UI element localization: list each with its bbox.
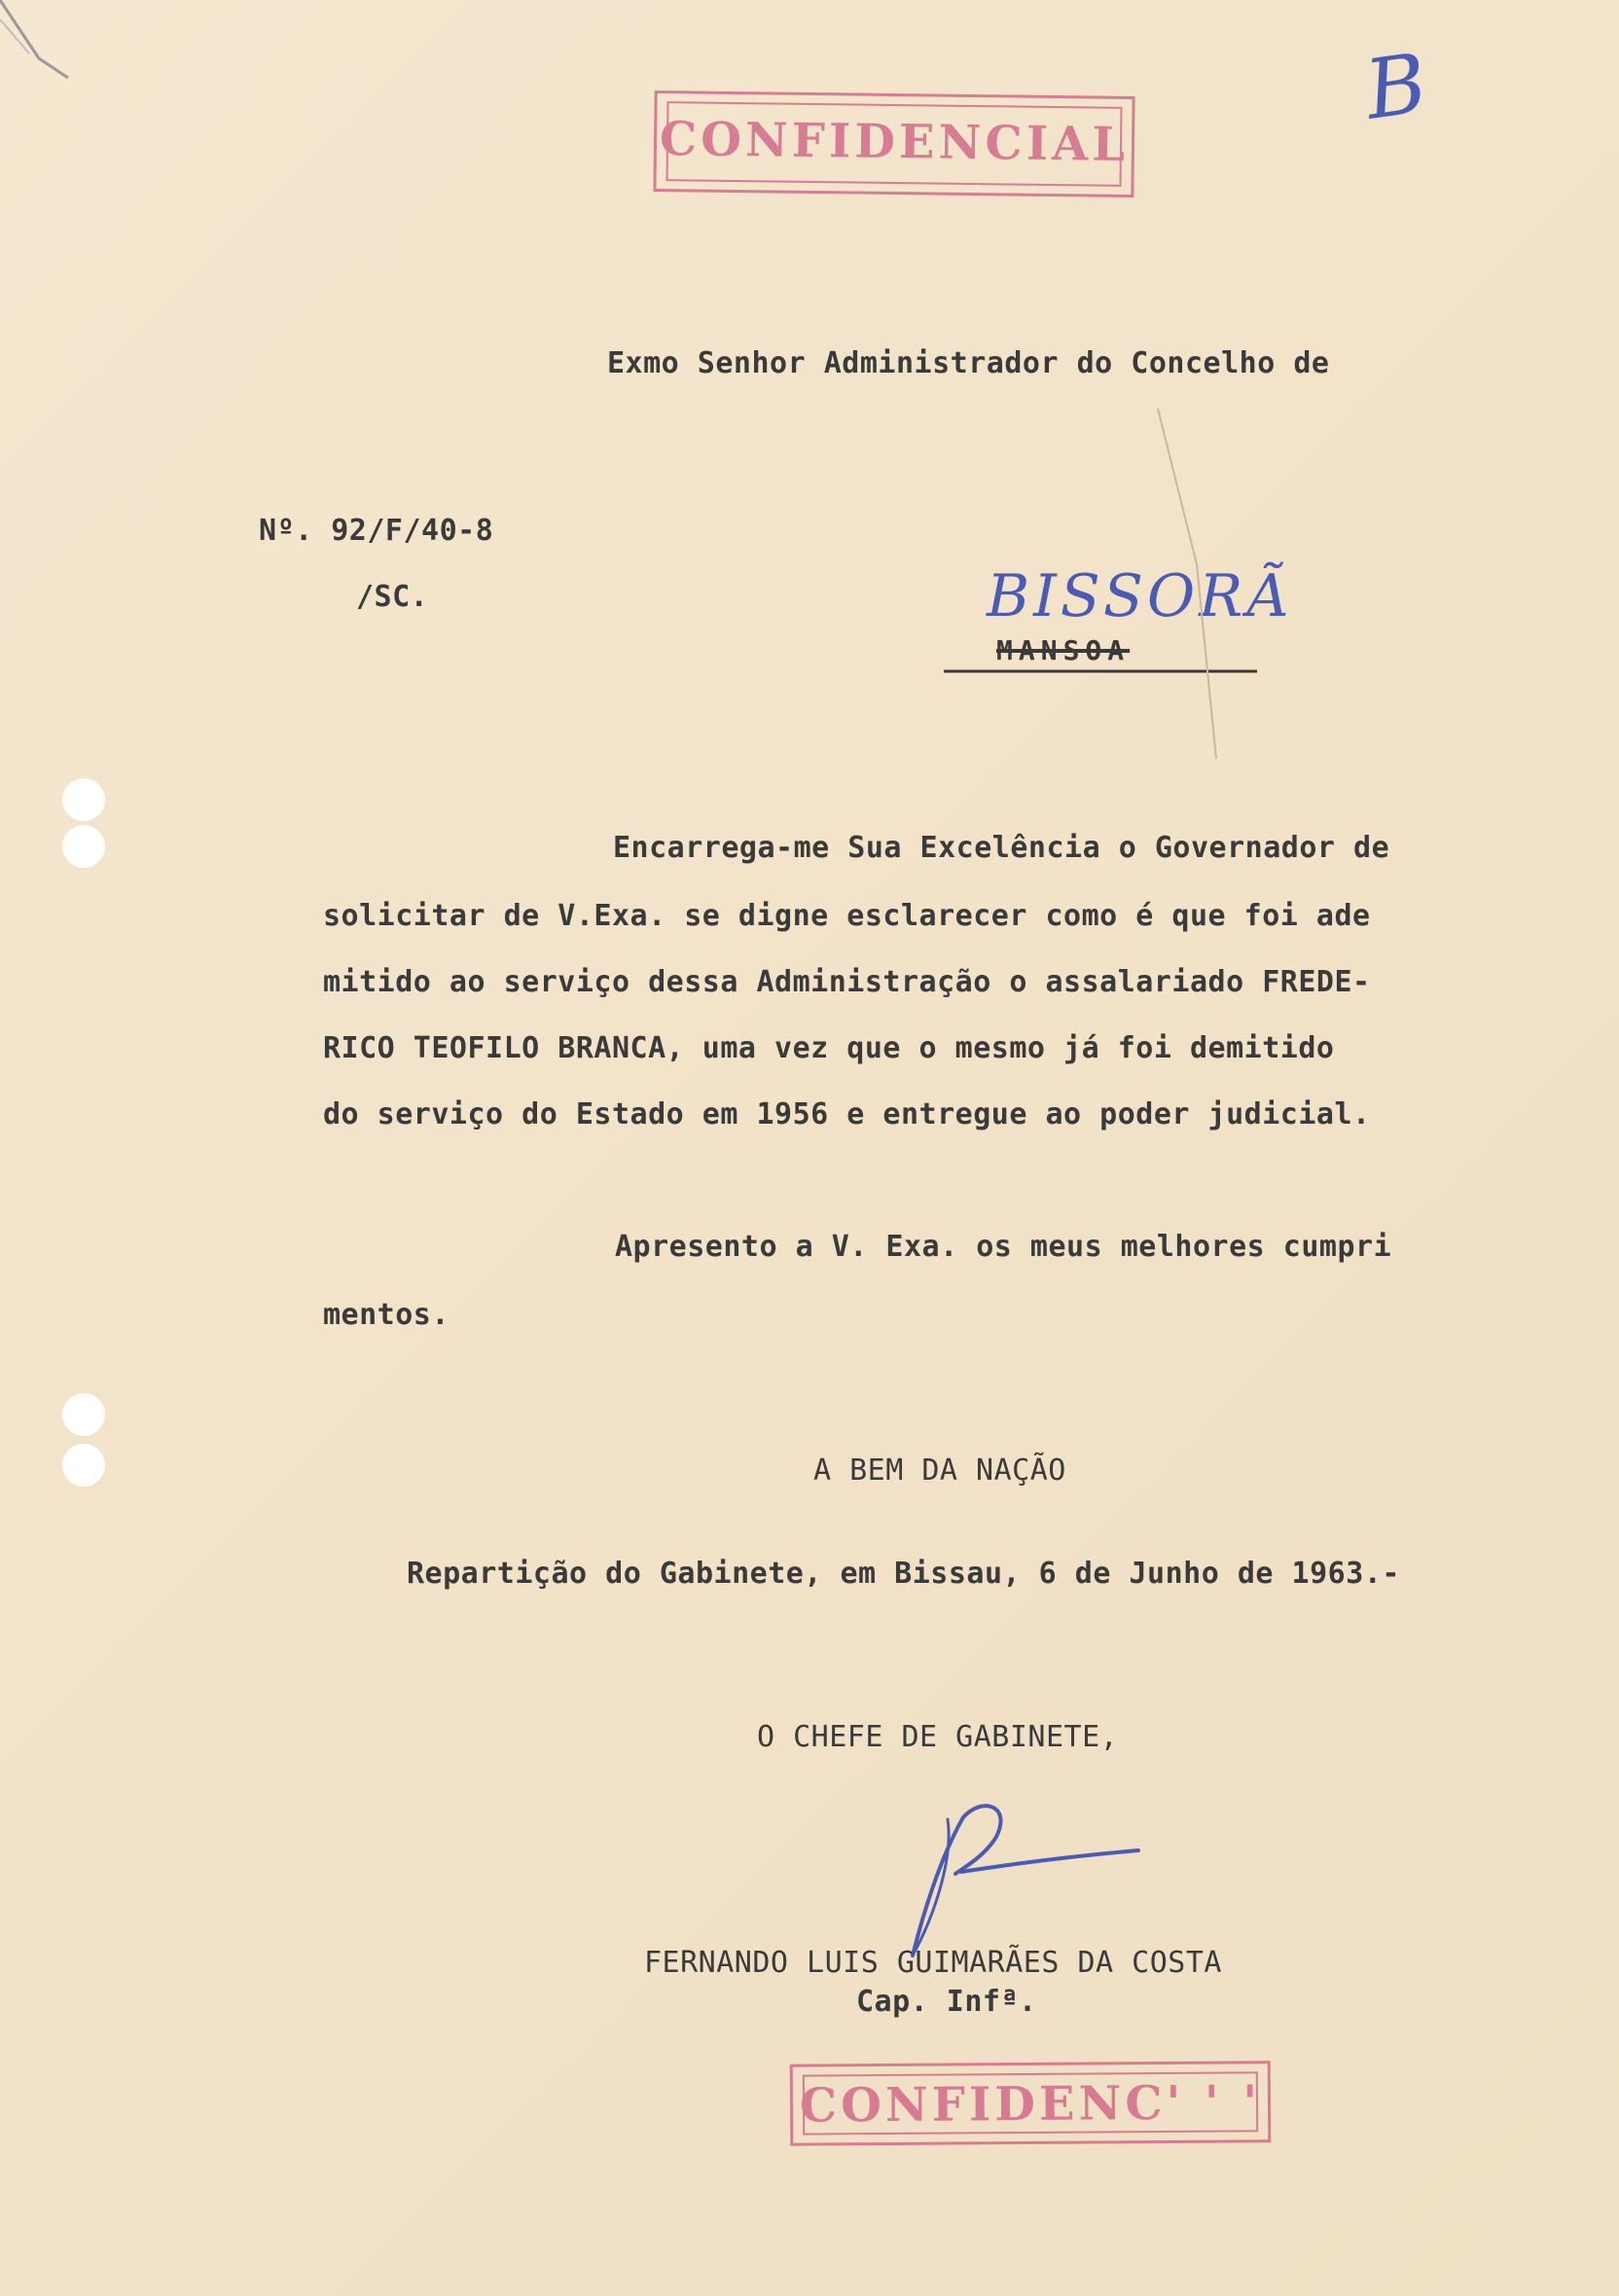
fold-line xyxy=(1158,409,1255,759)
closing-line-2: mentos. xyxy=(323,1298,450,1332)
confidential-stamp-bottom: CONFIDENC' ' ' xyxy=(790,2061,1272,2145)
addressee-line: Exmo Senhor Administrador do Concelho de xyxy=(607,346,1330,380)
motto: A BEM DA NAÇÃO xyxy=(813,1453,1066,1488)
confidential-stamp-top: CONFIDENCIAL xyxy=(653,90,1134,197)
body-line-3: mitido ao serviço dessa Administração o assalariado FREDE- xyxy=(323,965,1371,999)
punch-hole xyxy=(62,1444,105,1487)
punch-hole xyxy=(62,778,105,821)
body-line-2: solicitar de V.Exa. se digne esclarecer como é que foi ade xyxy=(323,899,1371,933)
signatory-name: FERNANDO LUIS GUIMARÃES DA COSTA xyxy=(644,1946,1222,1980)
reference-number: Nº. 92/F/40-8 xyxy=(259,514,494,548)
body-line-4: RICO TEOFILO BRANCA, uma vez que o mesmo já foi demitido xyxy=(323,1031,1335,1065)
reference-section: /SC. xyxy=(356,580,429,614)
destination-handwritten: BISSORÃ xyxy=(987,562,1293,630)
punch-hole xyxy=(62,825,105,868)
destination-struck: MANSOA xyxy=(996,634,1131,666)
body-line-1: Encarrega-me Sua Excelência o Governador de xyxy=(613,831,1390,865)
handwritten-signature xyxy=(895,1800,1148,1965)
place-date: Repartição do Gabinete, em Bissau, 6 de Junho de 1963.- xyxy=(407,1557,1400,1591)
punch-hole xyxy=(62,1393,105,1436)
torn-corner-mark xyxy=(0,0,88,88)
margin-note: B xyxy=(1359,35,1433,138)
signature-title: O CHEFE DE GABINETE, xyxy=(757,1720,1119,1754)
signatory-rank: Cap. Infª. xyxy=(856,1985,1037,2019)
closing-line-1: Apresento a V. Exa. os meus melhores cumpri xyxy=(615,1230,1392,1264)
body-line-5: do serviço do Estado em 1956 e entregue ao poder judicial. xyxy=(323,1097,1371,1131)
